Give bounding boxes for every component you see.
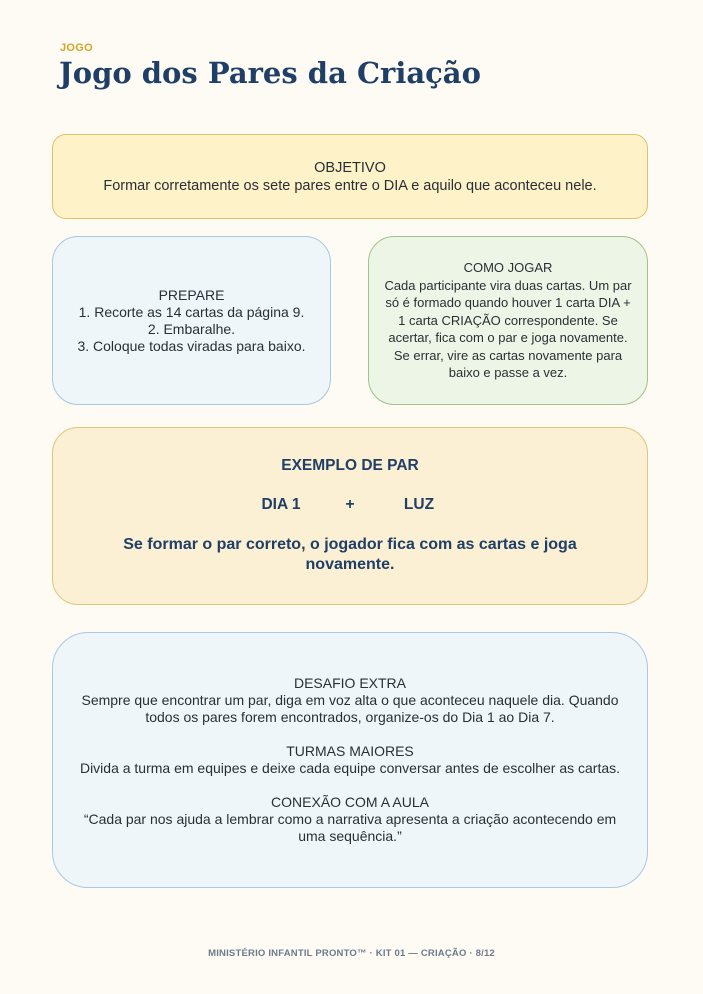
older-groups-block <box>80 743 620 777</box>
extra-heading: DESAFIO EXTRA <box>293 675 407 691</box>
objective-heading: OBJETIVO <box>314 159 386 176</box>
prepare-step: 2. Embaralhe. <box>147 320 236 337</box>
extra-text: Divida a turma em equipes e deixe cada equipe conversar antes de escolher as cartas. <box>79 760 621 776</box>
extra-challenge-block <box>73 675 627 726</box>
example-card <box>52 427 648 605</box>
prepare-step: 1. Recorte as 14 cartas da página 9. <box>78 303 305 320</box>
how-to-play-card <box>368 236 648 405</box>
extra-card <box>52 632 648 888</box>
example-creation: LUZ <box>403 496 435 513</box>
example-heading: EXEMPLO DE PAR <box>281 457 419 474</box>
section-kicker: JOGO <box>60 42 93 54</box>
extra-text: “Cada par nos ajuda a lembrar como a narrativa apresenta a criação acontecendo em uma sequência.” <box>83 811 617 844</box>
page-footer: MINISTÉRIO INFANTIL PRONTO™ · KIT 01 — CRIAÇÃO · 8/12 <box>208 948 495 959</box>
page-title: Jogo dos Pares da Criação <box>59 56 481 90</box>
lesson-connection-block <box>73 794 627 845</box>
objective-text: Formar corretamente os sete pares entre o DIA e aquilo que aconteceu nele. <box>103 177 597 194</box>
example-day: DIA 1 <box>261 496 301 513</box>
example-result: Se formar o par correto, o jogador fica com as cartas e joga novamente. <box>123 536 577 573</box>
extra-heading: CONEXÃO COM A AULA <box>271 794 429 810</box>
prepare-step: 3. Coloque todas viradas para baixo. <box>77 337 306 354</box>
prepare-heading: PREPARE <box>158 286 225 303</box>
prepare-card <box>52 236 331 405</box>
how-to-play-text: Cada participante vira duas cartas. Um par só é formado quando houver 1 carta DIA + 1 carta CRIAÇÃO correspondente. Se acertar, fica com o par e joga novamente. Se errar, vire as cartas novamente para baixo e passe a vez. <box>384 277 632 381</box>
how-to-play-heading: COMO JOGAR <box>463 260 553 276</box>
example-pair <box>239 496 461 513</box>
objective-card <box>52 134 648 219</box>
extra-text: Sempre que encontrar um par, diga em voz alta o que aconteceu naquele dia. Quando todos os pares forem encontrados, organize-os do Dia 1 ao Dia 7. <box>81 692 619 725</box>
example-plus: + <box>345 496 355 513</box>
extra-heading: TURMAS MAIORES <box>286 743 414 759</box>
